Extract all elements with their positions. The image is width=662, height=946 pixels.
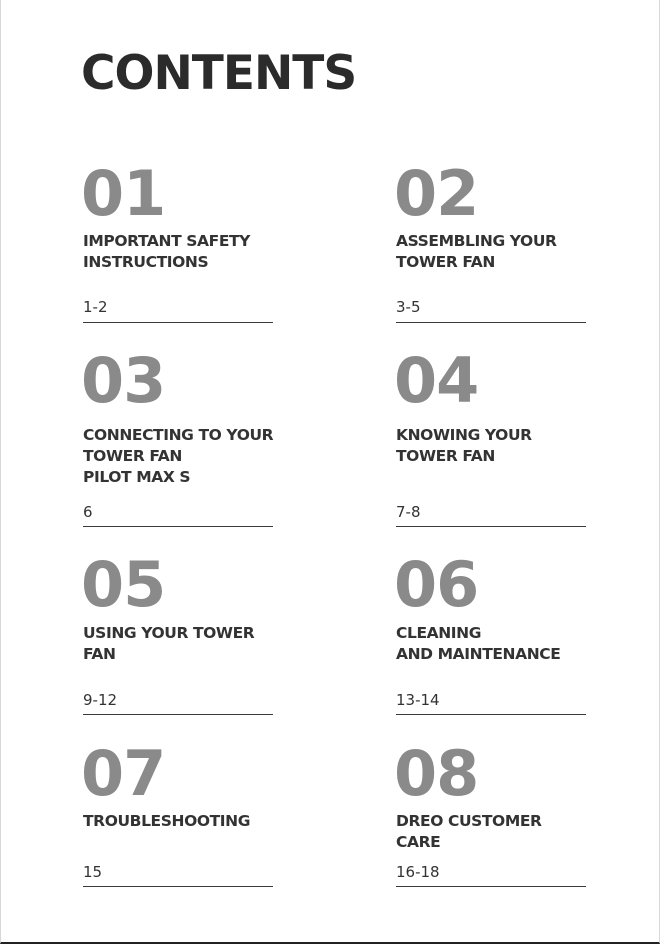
section-heading: DREO CUSTOMER CARE [396, 812, 542, 851]
section-heading: CONNECTING TO YOUR TOWER FAN PILOT MAX S [83, 426, 274, 486]
page-title: CONTENTS [81, 46, 357, 101]
section-heading: TROUBLESHOOTING [83, 812, 251, 830]
section-heading: USING YOUR TOWER FAN [83, 624, 255, 663]
section-number: 07 [81, 737, 166, 810]
section-number: 03 [81, 344, 166, 417]
divider [83, 886, 273, 887]
page-range: 3-5 [396, 298, 421, 316]
section-number: 04 [394, 344, 479, 417]
page-range: 15 [83, 863, 103, 881]
divider [396, 886, 586, 887]
section-number: 01 [81, 157, 166, 230]
toc-entry-02[interactable] [394, 157, 584, 316]
divider [83, 322, 273, 323]
section-number: 08 [394, 737, 479, 810]
toc-entry-03[interactable] [81, 344, 274, 521]
divider [83, 526, 273, 527]
divider [396, 322, 586, 323]
section-heading: ASSEMBLING YOUR TOWER FAN [396, 232, 557, 271]
toc-entry-08[interactable] [394, 737, 584, 881]
page-range: 6 [83, 503, 93, 521]
toc-entry-07[interactable] [81, 737, 271, 881]
section-number: 06 [394, 548, 479, 621]
toc-entry-05[interactable] [81, 548, 271, 709]
page-range: 16-18 [396, 863, 440, 881]
divider [396, 526, 586, 527]
section-heading: KNOWING YOUR TOWER FAN [396, 426, 532, 465]
divider [83, 714, 273, 715]
page-range: 9-12 [83, 691, 118, 709]
page-range: 1-2 [83, 298, 108, 316]
toc-entry-01[interactable] [81, 157, 271, 316]
toc-entry-06[interactable] [394, 548, 584, 709]
page-range: 7-8 [396, 503, 421, 521]
toc-entry-04[interactable] [394, 344, 584, 521]
section-heading: IMPORTANT SAFETY INSTRUCTIONS [83, 232, 251, 271]
section-number: 02 [394, 157, 479, 230]
section-heading: CLEANING AND MAINTENANCE [396, 624, 561, 663]
divider [396, 714, 586, 715]
page-range: 13-14 [396, 691, 440, 709]
section-number: 05 [81, 548, 166, 621]
